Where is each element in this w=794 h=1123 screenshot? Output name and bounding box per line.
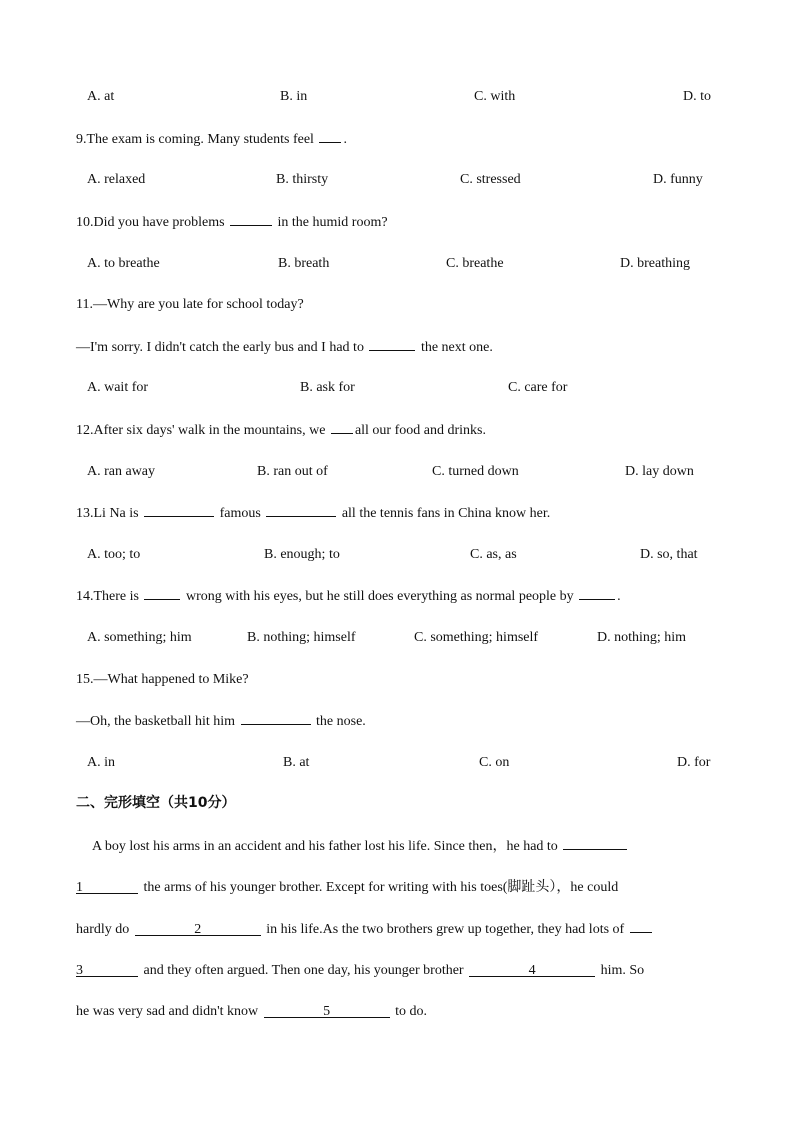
passage-blank-4: [469, 964, 595, 977]
passage-blank-5: [264, 1005, 390, 1018]
q11-reply: [76, 338, 493, 357]
q13-option-b: B. enough; to: [264, 547, 340, 562]
q10-option-c: C. breathe: [446, 256, 504, 271]
q13-option-d: D. so, that: [640, 547, 698, 562]
q8-option-c: C. with: [474, 89, 516, 104]
q12-option-b: B. ran out of: [257, 464, 328, 479]
passage-line-2: [76, 879, 618, 897]
q13-stem-text-b: famous: [216, 506, 265, 521]
q15-option-c: C. on: [479, 755, 510, 770]
q14-stem-text-a: 14.There is: [76, 589, 143, 604]
passage-line-3: [76, 920, 654, 939]
q9-option-d: D. funny: [653, 172, 703, 187]
q9-blank: [319, 130, 341, 143]
blank-number-2: 2: [194, 922, 202, 937]
q13-blank-1: [144, 504, 214, 517]
q10-stem-text-a: 10.Did you have problems: [76, 215, 229, 230]
q13-stem-text-c: all the tennis fans in China know her.: [338, 506, 551, 521]
passage-text: hardly do: [76, 922, 133, 937]
q11-reply-text-a: —I'm sorry. I didn't catch the early bus and I had to: [76, 340, 368, 355]
section-heading-cloze: 二、完形填空（共10分）: [76, 795, 236, 811]
q12-stem-text-a: 12.After six days' walk in the mountains, we: [76, 423, 329, 438]
q13-option-c: C. as, as: [470, 547, 517, 562]
q15-reply-text-a: —Oh, the basketball hit him: [76, 714, 239, 729]
q11-option-b: B. ask for: [300, 380, 355, 395]
q13-blank-2: [266, 504, 336, 517]
q14-option-d: D. nothing; him: [597, 630, 687, 645]
q11-option-c: C. care for: [508, 380, 568, 395]
q10-stem: [76, 213, 388, 232]
q14-option-b: B. nothing; himself: [247, 630, 356, 645]
q14-stem-text-c: .: [617, 589, 621, 604]
q15-option-a: A. in: [87, 755, 115, 770]
q12-option-c: C. turned down: [432, 464, 519, 479]
q15-reply-text-b: the nose.: [312, 714, 366, 729]
q8-option-b: B. in: [280, 89, 308, 104]
passage-text: the arms of his younger brother. Except for writing with his toes(脚趾头），he could: [140, 880, 619, 895]
q10-option-b: B. breath: [278, 256, 330, 271]
passage-text: in his life.As the two brothers grew up together, they had lots of: [262, 922, 628, 937]
q12-stem-text-b: all our food and drinks.: [354, 423, 486, 438]
q14-option-c: C. something; himself: [414, 630, 539, 645]
q9-stem: [76, 130, 347, 149]
q12-blank: [331, 421, 353, 434]
passage-text: A boy lost his arms in an accident and his father lost his life. Since then，he had to: [92, 839, 562, 854]
blank-number-3: 3: [76, 963, 83, 978]
q9-option-a: A. relaxed: [87, 172, 146, 187]
q9-stem-text-b: .: [343, 132, 347, 147]
q10-option-d: D. breathing: [620, 256, 690, 271]
passage-line-1: [92, 837, 629, 856]
passage-text: him. So: [597, 963, 645, 978]
q14-blank-2: [579, 587, 615, 600]
q11-reply-text-b: the next one.: [417, 340, 493, 355]
q9-stem-text-a: 9.The exam is coming. Many students feel: [76, 132, 318, 147]
passage-blank-2: [135, 923, 261, 936]
q13-option-a: A. too; to: [87, 547, 141, 562]
passage-blank-3-start: [630, 920, 652, 933]
passage-blank-3: [76, 964, 138, 977]
passage-text: to do.: [391, 1004, 428, 1019]
q9-option-b: B. thirsty: [276, 172, 329, 187]
q14-blank-1: [144, 587, 180, 600]
passage-line-5: [76, 1003, 427, 1021]
q15-option-d: D. for: [677, 755, 711, 770]
q15-option-b: B. at: [283, 755, 310, 770]
q12-stem: [76, 421, 486, 440]
blank-number-4: 4: [528, 963, 536, 978]
q13-stem: [76, 504, 550, 523]
q12-option-d: D. lay down: [625, 464, 694, 479]
q15-blank: [241, 712, 311, 725]
q10-blank: [230, 213, 272, 226]
passage-line-4: [76, 962, 644, 980]
blank-number-1: 1: [76, 880, 83, 895]
passage-text: and they often argued. Then one day, his younger brother: [140, 963, 468, 978]
passage-blank-1-start: [563, 837, 627, 850]
q15-stem: 15.—What happened to Mike?: [76, 672, 249, 687]
q13-stem-text-a: 13.Li Na is: [76, 506, 143, 521]
q11-blank: [369, 338, 415, 351]
q12-option-a: A. ran away: [87, 464, 156, 479]
passage-blank-1: [76, 881, 138, 894]
passage-text: he was very sad and didn't know: [76, 1004, 262, 1019]
q15-reply: [76, 712, 366, 731]
q10-option-a: A. to breathe: [87, 256, 160, 271]
q9-option-c: C. stressed: [460, 172, 521, 187]
q8-option-d: D. to: [683, 89, 711, 104]
q11-option-a: A. wait for: [87, 380, 149, 395]
q14-option-a: A. something; him: [87, 630, 192, 645]
q14-stem: [76, 587, 621, 606]
q14-stem-text-b: wrong with his eyes, but he still does everything as normal people by: [182, 589, 578, 604]
q8-option-a: A. at: [87, 89, 115, 104]
q11-stem: 11.—Why are you late for school today?: [76, 297, 304, 312]
q10-stem-text-b: in the humid room?: [274, 215, 388, 230]
blank-number-5: 5: [323, 1004, 331, 1019]
